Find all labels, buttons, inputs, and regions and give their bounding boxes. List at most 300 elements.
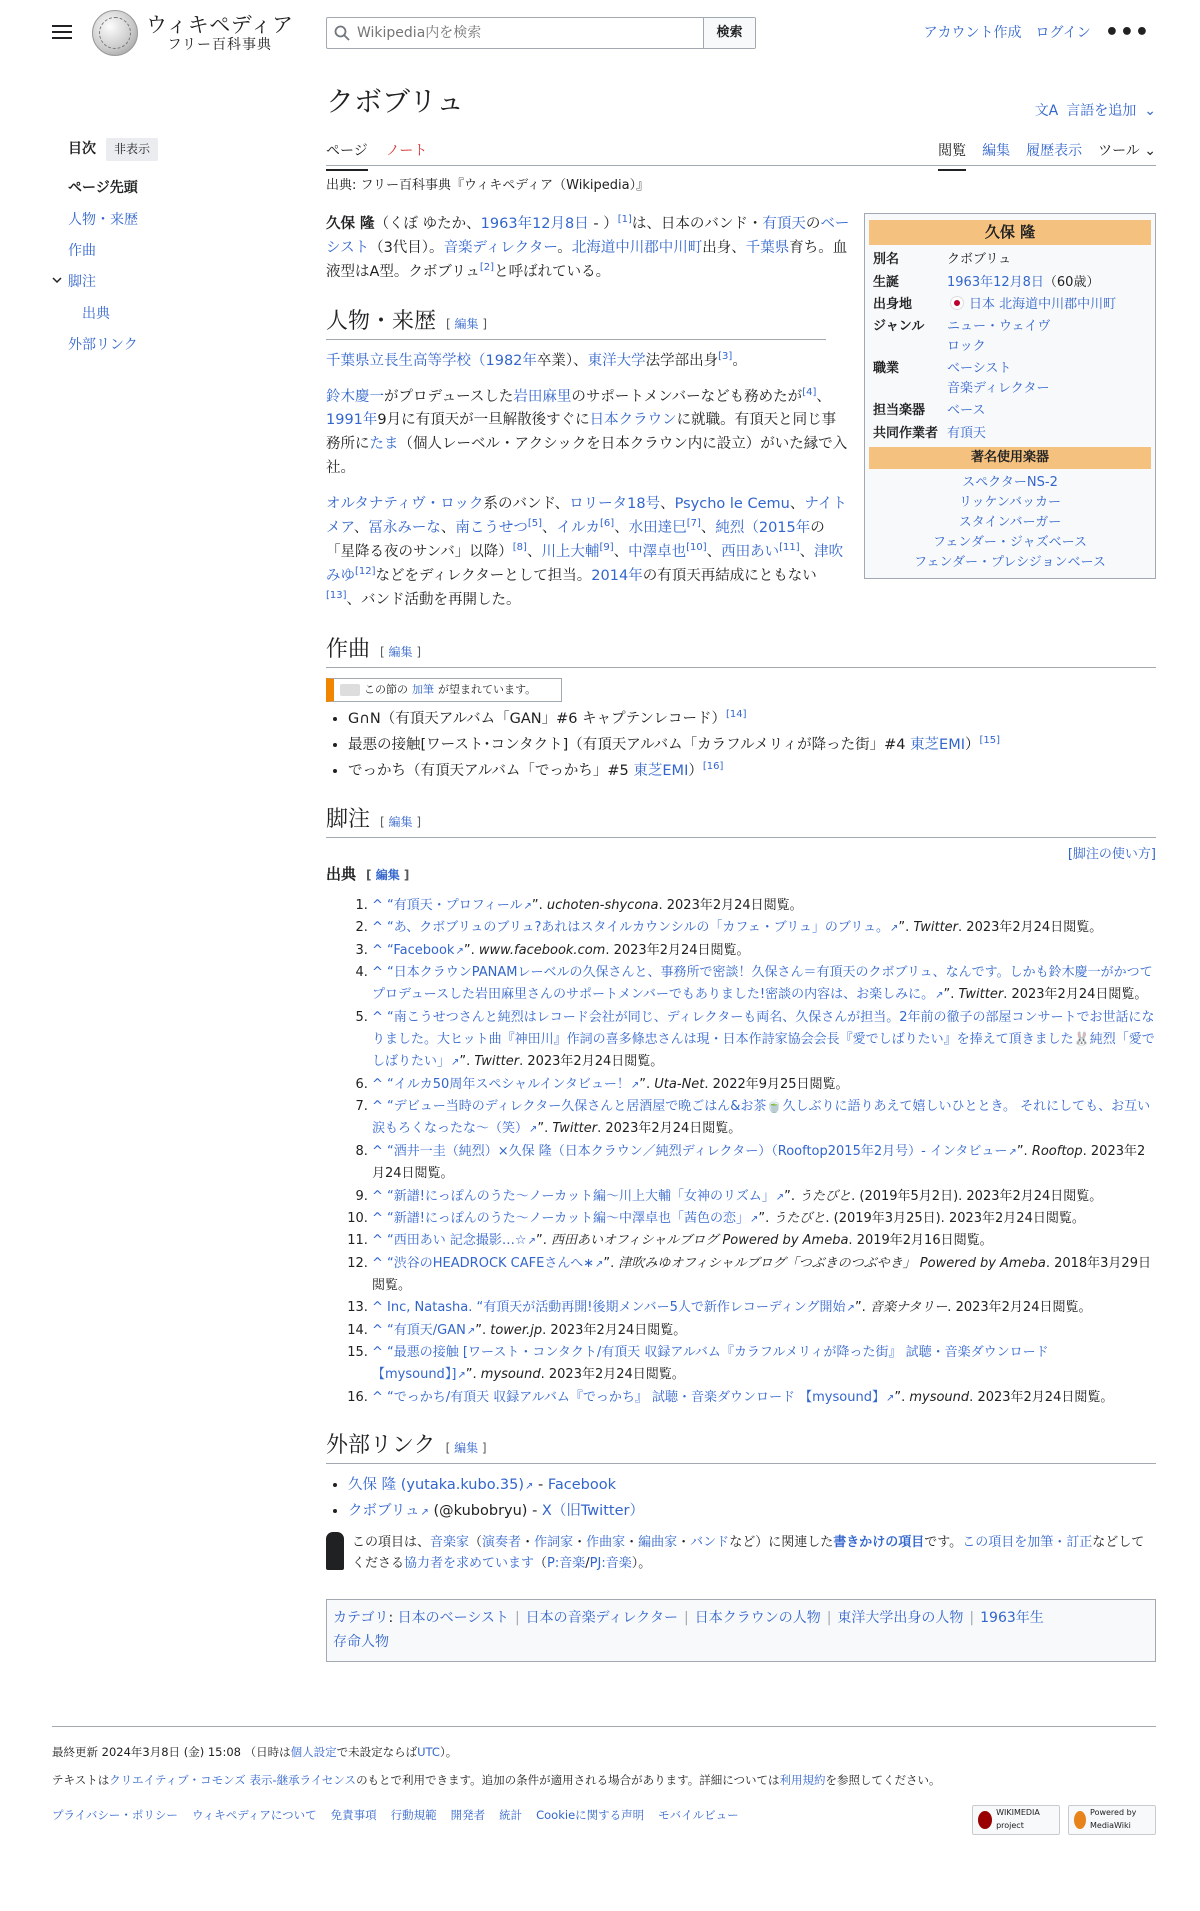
section-heading-notes <box>326 805 1156 838</box>
link[interactable]: バンド <box>690 1534 730 1550</box>
wikipedia-logo[interactable] <box>92 10 294 56</box>
ref-site: Twitter <box>552 1121 598 1137</box>
text: - ） <box>588 216 618 233</box>
ref-backlink[interactable]: ^ <box>372 920 383 936</box>
instrument-item[interactable]: フェンダー・プレシジョンベース <box>914 555 1106 571</box>
birth-age: （60歳） <box>1043 274 1100 290</box>
ref-backlink[interactable]: ^ <box>372 964 383 980</box>
instrument-item[interactable]: スペクターNS-2 <box>962 474 1058 490</box>
instrument-item[interactable]: フェンダー・ジャズベース <box>933 535 1087 551</box>
link[interactable]: 2014年 <box>591 568 643 585</box>
link[interactable]: 協力者を求めています <box>404 1556 535 1572</box>
category-link[interactable]: 日本の音楽ディレクター <box>525 1609 678 1626</box>
category-link[interactable]: 存命人物 <box>333 1634 389 1651</box>
tab-read[interactable]: 閲覧 <box>938 140 966 170</box>
ref-date: 2023年2月24日閲覧。 <box>527 1054 664 1070</box>
mediawiki-icon <box>1074 1811 1086 1829</box>
badge-text: Powered by MediaWiki <box>1090 1808 1137 1830</box>
toc-item-compose[interactable]: 作曲 <box>68 242 96 259</box>
link[interactable]: ベーシスト <box>326 216 850 257</box>
infobox <box>864 213 1156 578</box>
link[interactable]: 演奏者 <box>482 1534 522 1550</box>
ref-link[interactable]: [4] <box>802 386 817 398</box>
origin-link[interactable]: 日本 北海道中川郡中川町 <box>969 296 1117 312</box>
ref-site: uchoten-shycona <box>546 897 659 913</box>
ref-link[interactable]: [16] <box>702 760 724 772</box>
infobox-instruments-heading: 著名使用楽器 <box>869 447 1151 469</box>
ref-link[interactable]: [9] <box>599 542 614 554</box>
ref-backlink[interactable]: ^ <box>372 1143 383 1159</box>
ref-title-link[interactable]: “最悪の接触 [ワースト・コンタクト/有頂天 収録アルバム『カラフルメリィが降った街』 試聴・音楽ダウンロード 【mysound】] ↗ <box>372 1345 1049 1382</box>
ref-site: 西田あいオフィシャルブログ Powered by Ameba <box>550 1233 849 1249</box>
ref-site: Twitter <box>474 1054 520 1070</box>
reference-item: 8. ^ “酒井一圭（純烈）×久保 隆（日本クラウン／純烈ディレクター）（Rooftop2015年2月号）- インタビュー ↗ ”. Rooftop. 2023年2月24日閲覧。 <box>372 1141 1156 1186</box>
ref-link[interactable]: [2] <box>479 262 495 274</box>
instrument-item[interactable]: スタインバーガー <box>958 515 1062 531</box>
text: のサポートメンバーなども務めたが <box>571 388 803 405</box>
ref-title-link[interactable]: “Facebook ↗ <box>387 943 464 958</box>
reference-item: 7. ^ “デビュー当時のディレクター久保さんと居酒屋で晩ごはん&お茶🍵久しぶりに語りあえて嬉しいひととき。 それにしても、お互い涙もろくなったな〜（笑） ↗ ”. Twitter. 2023年2月24日閲覧。 <box>372 1096 1156 1141</box>
text: テキストは <box>52 1773 110 1788</box>
ref-backlink[interactable]: ^ <box>372 1389 383 1405</box>
reference-item: 14. ^ “有頂天/GAN ↗ ”. tower.jp. 2023年2月24日閲覧。 <box>372 1320 1156 1342</box>
text: / <box>585 1556 590 1572</box>
reference-item: 16. ^ “でっかち/有頂天 収録アルバム『でっかち』 試聴・音楽ダウンロード 【mysound】 ↗ ”. mysound. 2023年2月24日閲覧。 <box>372 1387 1156 1409</box>
text: (@kubobryu) - <box>428 1502 542 1519</box>
text: の有頂天再結成にともない <box>642 568 817 585</box>
reference-item: 1. ^ “有頂天・プロフィール ↗ ”. uchoten-shycona. 2023年2月24日閲覧。 <box>372 895 1156 917</box>
expand-notice <box>326 678 562 702</box>
infobox-key: 共同作業者 <box>873 425 939 441</box>
text: がプロデュースした <box>384 388 514 405</box>
category-box: カテゴリ: 日本のベーシスト | 日本の音楽ディレクター | 日本クラウンの人物 | 東洋大学出身の人物 | 1963年生 存命人物 <box>326 1599 1156 1662</box>
main-content <box>326 84 1156 1662</box>
compose-list <box>348 708 1156 784</box>
source-note: 出典: フリー百科事典『ウィキペディア（Wikipedia）』 <box>326 178 650 194</box>
section-heading-sources <box>326 850 1156 887</box>
ref-title-link[interactable]: “イルカ50周年スペシャルインタビュー！ ↗ <box>387 1077 639 1092</box>
category-link[interactable]: 東洋大学出身の人物 <box>837 1609 964 1626</box>
chevron-down-icon[interactable] <box>51 271 63 293</box>
edit-section[interactable]: [ 編集 ] <box>446 316 488 331</box>
text: 、 <box>613 544 629 561</box>
text: 法学部出身 <box>645 352 719 369</box>
badge-text: WIKIMEDIA project <box>996 1808 1040 1830</box>
list-item <box>348 1474 1156 1498</box>
footer-link[interactable]: 行動規範 <box>390 1807 437 1822</box>
link[interactable]: 西田あい <box>721 544 780 561</box>
link[interactable]: 加筆 <box>412 682 434 696</box>
ref-title-link[interactable]: “西田あい 記念撮影…☆ ↗ <box>387 1233 536 1248</box>
ref-date: 2019年2月16日閲覧。 <box>856 1233 993 1249</box>
link[interactable]: 川上大輔 <box>541 544 600 561</box>
text: などをディレクターとして担当。 <box>375 568 592 585</box>
infobox-value: クボブリュ <box>947 252 1012 268</box>
wikimedia-icon <box>978 1811 992 1829</box>
toc-item-sources[interactable]: 出典 <box>82 305 110 322</box>
text: を参照してください。 <box>825 1773 941 1788</box>
ref-backlink[interactable]: ^ <box>372 1188 383 1204</box>
search-button[interactable]: 検索 <box>703 18 755 48</box>
edit-link[interactable]: 編集 <box>388 644 413 659</box>
link[interactable]: P:音楽 <box>547 1556 586 1572</box>
search-icon <box>327 18 357 48</box>
heading-text: 出典 <box>326 865 357 884</box>
main-menu-icon[interactable] <box>52 22 72 40</box>
ref-site: Twitter <box>958 987 1004 1003</box>
toc-hide-button[interactable]: 非表示 <box>106 138 158 161</box>
link[interactable]: 東芝EMI <box>910 736 966 753</box>
ref-title-link[interactable]: “新譜!にっぽんのうた〜ノーカット編〜川上大輔「女神のリズム」 ↗ <box>387 1189 784 1204</box>
ref-backlink[interactable]: ^ <box>372 1233 383 1249</box>
text: など）に関連した <box>729 1534 834 1550</box>
link[interactable]: ロリータ18号 <box>569 496 661 513</box>
infobox-key: 担当楽器 <box>873 403 926 419</box>
link[interactable]: オルタナティヴ・ロック <box>326 496 484 513</box>
ref-title-link[interactable]: “渋谷のHEADROCK CAFEさんへ∗ ↗ <box>387 1256 603 1271</box>
link[interactable]: イルカ <box>556 520 601 537</box>
text: 、 <box>614 520 629 537</box>
edit-section[interactable]: [ 編集 ] <box>380 815 422 830</box>
ref-site: Rooftop <box>1031 1143 1083 1159</box>
footer-link[interactable]: プライバシー・ポリシー <box>52 1807 178 1822</box>
ref-title-link[interactable]: “有頂天/GAN ↗ <box>387 1323 475 1338</box>
heading-text: 脚注 <box>326 807 371 833</box>
link[interactable]: 個人設定 <box>290 1745 337 1759</box>
ref-site: 津吹みゆオフィシャルブログ「つぶきのつぶやき」 Powered by Ameba <box>618 1255 1046 1271</box>
article-body <box>326 213 1156 1661</box>
ref-backlink[interactable]: ^ <box>372 1322 383 1338</box>
ref-link[interactable]: [13] <box>326 590 347 602</box>
musician-silhouette-icon <box>326 1532 344 1570</box>
add-language-button[interactable] <box>1035 100 1156 122</box>
link[interactable]: PJ:音楽 <box>589 1556 632 1572</box>
reference-item: 11. ^ “西田あい 記念撮影…☆ ↗ ”. 西田あいオフィシャルブログ Powered by Ameba. 2019年2月16日閲覧。 <box>372 1230 1156 1252</box>
link[interactable]: この項目を加筆・訂正 <box>962 1534 1093 1550</box>
ref-backlink[interactable]: ^ <box>372 897 383 913</box>
toc-item-notes[interactable] <box>68 271 278 293</box>
footer-link[interactable]: モバイルビュー <box>658 1807 739 1822</box>
birth-date-link[interactable]: 1963年12月8日 <box>947 274 1044 290</box>
ref-backlink[interactable]: ^ <box>372 1345 383 1361</box>
ref-backlink[interactable]: ^ <box>372 1009 383 1025</box>
text: ）。 <box>631 1556 652 1572</box>
link[interactable]: UTC <box>417 1745 440 1759</box>
mediawiki-badge[interactable] <box>1068 1805 1156 1835</box>
ref-date: (2019年3月25日). 2023年2月24日閲覧。 <box>833 1210 1085 1226</box>
ref-link[interactable]: [11] <box>779 542 800 554</box>
link[interactable]: Facebook <box>547 1476 617 1493</box>
text: 系のバンド、 <box>483 496 570 513</box>
text: 、 <box>700 520 716 537</box>
text: ・ <box>521 1534 535 1550</box>
reference-item: 5. ^ “南こうせつさんと純烈はレコード会社が同じ、ディレクターも両名、久保さんが担当。2年前の徹子の部屋コンサートでお世話になりました。大ヒット曲『神田川』作詞の喜多條忠さんは現・日本作詩家協会会長『愛でしばりたい』を捧えて頂きました🐰純烈「愛でしばりたい」 ↗ ”. Twitter. 2023年2月24日閲覧。 <box>372 1007 1156 1074</box>
footer-link[interactable]: 免責事項 <box>330 1807 377 1822</box>
text: ・ <box>677 1534 691 1550</box>
text: ・ <box>573 1534 587 1550</box>
text: 、 <box>816 388 831 405</box>
link[interactable]: 南こうせつ <box>455 520 528 537</box>
text: ・ <box>625 1534 639 1550</box>
job-link[interactable]: ベーシスト <box>947 361 1012 377</box>
link[interactable]: 作曲家 <box>586 1534 626 1550</box>
link[interactable]: （1982年 <box>471 352 537 369</box>
text: の <box>805 216 821 233</box>
edit-link[interactable]: 編集 <box>454 316 479 331</box>
link[interactable]: （2015年 <box>744 520 811 537</box>
infobox-key: 出身地 <box>873 296 913 312</box>
link[interactable]: 作詞家 <box>534 1534 574 1550</box>
list-item <box>348 708 1156 732</box>
table-of-contents <box>68 138 278 366</box>
text: に就職。有頂天と同じ事務所に <box>326 412 837 453</box>
text: 最終更新 2024年3月8日 (金) 15:08 （日時は <box>52 1745 291 1759</box>
reference-item: 12. ^ “渋谷のHEADROCK CAFEさんへ∗ ↗ ”. 津吹みゆオフィシャルブログ「つぶきのつぶやき」 Powered by Ameba. 2018年3月29日閲覧。 <box>372 1253 1156 1298</box>
footnote-howto-link[interactable]: [脚注の使い方] <box>1067 847 1156 863</box>
text: （3代目）。 <box>369 240 444 257</box>
link[interactable]: 有頂天 <box>762 216 806 233</box>
link[interactable]: 岩田麻里 <box>513 388 572 405</box>
logo-subtitle: フリー百科事典 <box>167 37 272 54</box>
footer-link[interactable]: ウィキペディアについて <box>191 1807 317 1822</box>
link[interactable]: 水田達巳 <box>628 520 687 537</box>
text: のもとで利用できます。追加の条件が適用される場合があります。詳細については <box>356 1773 780 1788</box>
ref-site: mysound <box>480 1367 541 1383</box>
text: 、 <box>526 544 542 561</box>
list-item <box>348 734 1156 758</box>
ref-site: tower.jp <box>490 1322 543 1338</box>
link[interactable]: ナイトメア <box>326 496 847 537</box>
reference-item: 3. ^ “Facebook ↗ ”. www.facebook.com. 2023年2月24日閲覧。 <box>372 940 1156 962</box>
text: などしてくださる <box>352 1534 1145 1572</box>
link[interactable]: Psycho le Cemu <box>674 496 790 513</box>
add-language-label: 言語を追加 <box>1066 103 1137 119</box>
ref-date: 2023年2月24日閲覧。 <box>1011 987 1148 1003</box>
text: 、 <box>440 520 456 537</box>
ref-backlink[interactable]: ^ <box>372 942 383 958</box>
text: ） <box>688 762 703 779</box>
ref-date: 2023年2月24日閲覧。 <box>955 1300 1092 1316</box>
site-header <box>0 0 1200 70</box>
ref-date: 2023年2月24日閲覧。 <box>966 920 1103 936</box>
reference-item: 13. ^ Inc, Natasha. “有頂天が活動再開!後期メンバー5人で新作レコーディング開始 ↗ ”. 音楽ナタリー. 2023年2月24日閲覧。 <box>372 1297 1156 1319</box>
x-link[interactable]: クボブリュ ↗ <box>348 1503 429 1519</box>
link[interactable]: 1963年12月8日 <box>480 216 589 233</box>
link[interactable]: 1991年 <box>326 412 378 429</box>
globe-icon <box>92 10 138 56</box>
create-account-link[interactable]: アカウント作成 <box>923 25 1022 41</box>
text: （ <box>534 1556 548 1572</box>
ref-date: 2023年2月24日閲覧。 <box>666 897 803 913</box>
link[interactable]: 東洋大学 <box>587 352 646 369</box>
collaborator-link[interactable]: 有頂天 <box>947 425 987 441</box>
link[interactable]: 音楽ディレクター <box>443 240 558 257</box>
list-item <box>348 1500 1156 1524</box>
infobox-key: 別名 <box>873 252 900 268</box>
reference-item: 4. ^ “日本クラウンPANAMレーベルの久保さんと、事務所で密談！久保さん＝有頂天のクボブリュ、なんです。しかも鈴木慶一がかつてプロデュースした岩田麻里さんのサポートメンバーでもありました!密談の内容は、お楽しみに。 ↗ ”. Twitter. 2023年2月24日閲覧。 <box>372 962 1156 1007</box>
link[interactable]: X（旧Twitter） <box>541 1502 644 1519</box>
wikimedia-badge[interactable] <box>972 1805 1060 1835</box>
genre-link[interactable]: ニュー・ウェイヴ <box>947 318 1051 334</box>
tab-history[interactable]: 履歴表示 <box>1026 143 1083 160</box>
ref-title-link[interactable]: “有頂天・プロフィール ↗ <box>387 898 532 913</box>
ref-link[interactable]: [8] <box>512 542 527 554</box>
ref-backlink[interactable]: ^ <box>372 1099 383 1115</box>
text: 、 <box>660 496 675 513</box>
references-list <box>372 895 1156 1409</box>
ref-title-link[interactable]: “でっかち/有頂天 収録アルバム『でっかち』 試聴・音楽ダウンロード 【mysound】 ↗ <box>387 1390 894 1405</box>
ref-link[interactable]: [7] <box>686 518 701 530</box>
toc-item-top[interactable]: ページ先頭 <box>68 180 138 197</box>
footer-link[interactable]: 開発者 <box>450 1807 486 1822</box>
text: この節の <box>364 682 408 696</box>
text: - <box>533 1476 548 1493</box>
text: 育ち。血液型はA型。クボブリュ <box>326 240 848 281</box>
link[interactable]: 北海道中川郡中川町 <box>571 240 703 257</box>
link[interactable]: クリエイティブ・コモンズ 表示-継承ライセンス <box>109 1773 357 1788</box>
ref-backlink[interactable]: ^ <box>372 1210 383 1226</box>
edit-link[interactable]: 編集 <box>454 1441 479 1456</box>
chevron-down-icon: ⌄ <box>1144 103 1156 119</box>
ref-title-link[interactable]: “南こうせつさんと純烈はレコード会社が同じ、ディレクターも両名、久保さんが担当。2年前の徹子の部屋コンサートでお世話になりました。大ヒット曲『神田川』作詞の喜多條忠さんは現・日本作詩家協会会長『愛でしばりたい』を捧えて頂きました🐰純烈「愛でしばりたい」 ↗ <box>372 1010 1155 1070</box>
ref-date: 2023年2月24日閲覧。 <box>613 942 750 958</box>
instrument-item[interactable]: リッケンバッカー <box>959 494 1061 510</box>
ref-title-link[interactable]: “新譜!にっぽんのうた〜ノーカット編〜中澤卓也「茜色の恋」 ↗ <box>387 1211 758 1226</box>
tab-talk[interactable]: ノート <box>385 143 428 160</box>
link[interactable]: 書きかけの項目 <box>833 1534 925 1550</box>
reference-item: 6. ^ “イルカ50周年スペシャルインタビュー！ ↗ ”. Uta-Net. 2022年9月25日閲覧。 <box>372 1074 1156 1096</box>
tools-label: ツール <box>1098 143 1140 160</box>
tab-page[interactable]: ページ <box>326 140 368 170</box>
ref-title-link[interactable]: “酒井一圭（純烈）×久保 隆（日本クラウン／純烈ディレクター）（Rooftop2015年2月号）- インタビュー ↗ <box>387 1144 1017 1159</box>
ref-date: 2023年2月24日閲覧。 <box>550 1322 687 1338</box>
link[interactable]: 東芝EMI <box>633 762 689 779</box>
tab-tools[interactable]: ツール ⌄ <box>1098 143 1156 160</box>
ref-link[interactable]: [10] <box>686 542 707 554</box>
edit-link[interactable]: 編集 <box>375 868 400 883</box>
ref-backlink[interactable]: ^ <box>372 1300 383 1316</box>
japan-flag-icon <box>951 297 963 309</box>
logo-title: ウィキペディア <box>146 12 294 37</box>
text: 、 <box>353 520 369 537</box>
job-link[interactable]: 音楽ディレクター <box>947 381 1050 397</box>
link[interactable]: 津吹みゆ <box>326 544 844 585</box>
text: 、 <box>542 520 557 537</box>
link[interactable]: 編曲家 <box>638 1534 678 1550</box>
facebook-link[interactable]: 久保 隆 (yutaka.kubo.35) ↗ <box>348 1477 533 1493</box>
heading-text: 作曲 <box>326 636 371 662</box>
ref-backlink[interactable]: ^ <box>372 1255 383 1271</box>
subject-name: 久保 隆 <box>326 216 375 233</box>
tab-edit[interactable]: 編集 <box>982 143 1011 160</box>
text: （くぼ ゆたか、 <box>374 216 481 233</box>
ref-title-link[interactable]: “デビュー当時のディレクター久保さんと居酒屋で晩ごはん&お茶🍵久しぶりに語りあえて嬉しいひととき。 それにしても、お互い涙もろくなったな〜（笑） ↗ <box>372 1099 1150 1136</box>
toc-item-external[interactable]: 外部リンク <box>68 337 138 354</box>
text: で未設定ならば <box>336 1745 418 1759</box>
footer-link[interactable]: Cookieに関する声明 <box>536 1807 645 1822</box>
instrument-link[interactable]: ベース <box>947 403 986 419</box>
ref-site: Uta-Net <box>654 1076 705 1092</box>
footer-link[interactable]: 統計 <box>499 1807 523 1822</box>
link[interactable]: 千葉県 <box>745 240 790 257</box>
page-title: クボブリュ <box>326 85 465 118</box>
edit-link[interactable]: 編集 <box>388 815 413 830</box>
categories-label-link[interactable]: カテゴリ <box>333 1609 389 1626</box>
link[interactable]: 千葉県立長生高等学校 <box>326 352 471 369</box>
ref-date: 2018年3月29日閲覧。 <box>372 1255 1151 1293</box>
edit-section[interactable]: [ 編集 ] <box>380 644 422 659</box>
link[interactable]: 利用規約 <box>779 1773 826 1788</box>
ref-title-link[interactable]: “日本クラウンPANAMレーベルの久保さんと、事務所で密談！久保さん＝有頂天のクボブリュ、なんです。しかも鈴木慶一がかつてプロデュースした岩田麻里さんのサポートメンバーでもありました!密談の内容は、お楽しみに。 ↗ <box>372 965 1153 1002</box>
link[interactable]: 日本クラウン <box>589 412 677 429</box>
infobox-key: ジャンル <box>873 318 925 334</box>
text: は、日本のバンド・ <box>631 216 763 233</box>
ref-link[interactable]: [12] <box>355 566 376 578</box>
login-link[interactable]: ログイン <box>1035 25 1091 41</box>
reference-item: 10. ^ “新譜!にっぽんのうた〜ノーカット編〜中澤卓也「茜色の恋」 ↗ ”. うたびと. (2019年3月25日). 2023年2月24日閲覧。 <box>372 1208 1156 1230</box>
ref-link[interactable]: [5] <box>527 518 543 530</box>
license-text <box>52 1771 1156 1789</box>
ref-date: 2023年2月24日閲覧。 <box>605 1121 742 1137</box>
category-link[interactable]: 日本のベーシスト <box>397 1609 509 1626</box>
toc-item-bio[interactable]: 人物・来歴 <box>68 211 138 228</box>
notice-icon <box>340 684 360 696</box>
ref-title-link[interactable]: “あ、クボブリュのブリュ?あれはスタイルカウンシルの「カフェ・ブリュ」のブリュ。 ↗ <box>387 920 898 935</box>
category-link[interactable]: 1963年生 <box>980 1609 1044 1626</box>
link[interactable]: たま <box>369 436 399 453</box>
ref-site: mysound <box>909 1389 970 1405</box>
more-options-icon[interactable]: ••• <box>1104 20 1150 46</box>
search-input[interactable] <box>357 18 703 48</box>
link[interactable]: 中澤卓也 <box>628 544 687 561</box>
text: が望まれています。 <box>438 682 537 696</box>
ref-link[interactable]: [1] <box>617 214 632 226</box>
translate-icon: 文A <box>1034 103 1059 119</box>
ref-date: (2019年5月2日). 2023年2月24日閲覧。 <box>859 1188 1103 1204</box>
text: ） <box>965 736 980 753</box>
edit-section[interactable]: [ 編集 ] <box>366 868 410 883</box>
link[interactable]: 音楽家 <box>430 1534 470 1550</box>
ref-date: 2022年9月25日閲覧。 <box>712 1076 849 1092</box>
link[interactable]: 冨永みーな <box>368 520 441 537</box>
link[interactable]: 鈴木慶一 <box>326 388 384 405</box>
category-link[interactable]: 日本クラウンの人物 <box>694 1609 821 1626</box>
link[interactable]: 純烈 <box>715 520 745 537</box>
ref-backlink[interactable]: ^ <box>372 1076 383 1092</box>
heading-text: 人物・来歴 <box>326 308 437 334</box>
genre-link[interactable]: ロック <box>947 339 986 354</box>
ref-link[interactable]: [6] <box>600 518 615 530</box>
edit-section[interactable]: [ 編集 ] <box>445 1441 487 1456</box>
text: 最悪の接触[ワースト･コンタクト]（有頂天アルバム「カラフルメリィが降った街」#4 <box>348 736 911 753</box>
ref-date: 2023年2月24日閲覧。 <box>548 1367 685 1383</box>
ref-link[interactable]: [14] <box>726 708 747 720</box>
text: と呼ばれている。 <box>494 264 611 281</box>
search-box <box>326 17 756 49</box>
text: でっかち（有頂天アルバム「でっかち」#5 <box>348 762 634 779</box>
reference-item: 15. ^ “最悪の接触 [ワースト・コンタクト/有頂天 収録アルバム『カラフルメリィが降った街』 試聴・音楽ダウンロード 【mysound】] ↗ ”. mysound. 2023年2月24日閲覧。 <box>372 1342 1156 1387</box>
ref-title-link[interactable]: Inc, Natasha. “有頂天が活動再開!後期メンバー5人で新作レコーディング開始 ↗ <box>387 1300 855 1315</box>
ref-link[interactable]: [3] <box>718 350 733 362</box>
page-tabs <box>326 132 1156 166</box>
toc-item-notes-label: 脚注 <box>68 274 96 291</box>
ref-link[interactable]: [15] <box>979 734 1001 746</box>
infobox-name: 久保 隆 <box>869 220 1151 245</box>
reference-item: 9. ^ “新譜!にっぽんのうた〜ノーカット編〜川上大輔「女神のリズム」 ↗ ”. うたびと. (2019年5月2日). 2023年2月24日閲覧。 <box>372 1186 1156 1208</box>
last-updated <box>52 1743 1156 1761</box>
ref-site: うたびと <box>773 1210 826 1226</box>
text: 卒業）、 <box>536 352 588 369</box>
